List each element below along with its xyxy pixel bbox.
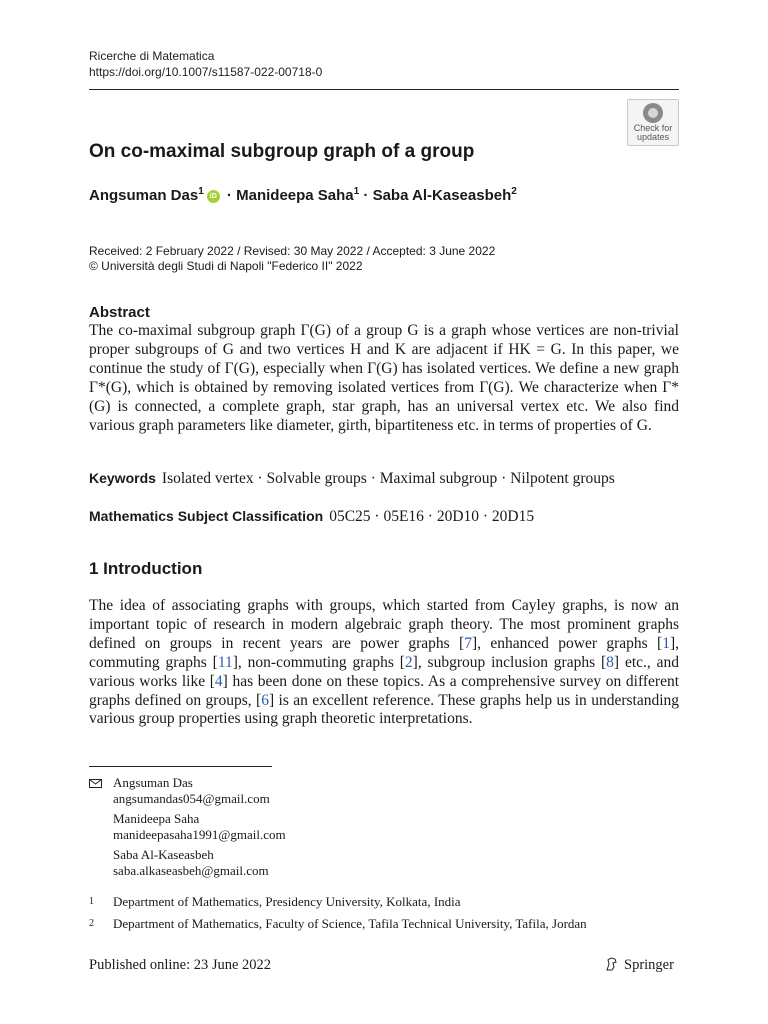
crossmark-label: Check for updates [633, 123, 673, 142]
footnote-rule [89, 766, 272, 767]
author-list [89, 186, 517, 204]
abstract-heading: Abstract [89, 304, 150, 321]
copyright: © Università degli Studi di Napoli "Federico II" 2022 [89, 259, 363, 273]
author-contacts [89, 775, 286, 883]
keywords-label: Keywords [89, 470, 156, 486]
introduction-body [89, 597, 679, 729]
author-affil-sup: 1 [198, 186, 204, 197]
springer-horse-icon [604, 956, 620, 972]
section-heading: 1 Introduction [89, 559, 203, 578]
author-name[interactable]: Angsuman Das [89, 187, 199, 204]
citation-link[interactable]: 11 [217, 653, 233, 671]
envelope-icon [89, 779, 102, 788]
contact-email[interactable]: saba.alkaseasbeh@gmail.com [113, 863, 269, 878]
msc-value: 05C25 · 05E16 · 20D10 · 20D15 [329, 508, 535, 525]
contact-name: Angsuman Das [113, 775, 193, 790]
author-name[interactable]: Manideepa Saha [236, 187, 354, 204]
contact-name: Manideepa Saha [113, 811, 200, 826]
abstract-body [89, 322, 679, 435]
journal-doi[interactable]: https://doi.org/10.1007/s11587-022-00718-0 [89, 65, 323, 79]
affiliation [89, 894, 461, 910]
contact-email[interactable]: angsumandas054@gmail.com [113, 791, 270, 806]
keywords-value: Isolated vertex · Solvable groups · Maximal subgroup · Nilpotent groups [161, 470, 615, 487]
citation-link[interactable]: 1 [662, 634, 670, 652]
author-affil-sup: 2 [511, 186, 517, 197]
intro-paragraph: The idea of associating graphs with groups, which started from Cayley graphs, is now an important topic of research in modern algebraic graph theory. The most prominent graphs defined on groups in recent years are power graphs [7], enhanced power graphs [1], commuting graphs [11], non-commuting graphs [2], subgroup inclusion graphs [8] etc., and various works like [4] has been done on these topics. As a comprehensive survey on different graphs defined on groups, [6] is an excellent reference. These graphs help us in understanding various group properties using graph theoretic interpretations. [89, 597, 680, 728]
citation-link[interactable]: 6 [261, 691, 269, 709]
author-separator: · [222, 187, 237, 204]
contact-entry [89, 811, 286, 843]
affiliation [89, 916, 587, 932]
contact-email[interactable]: manideepasaha1991@gmail.com [113, 827, 286, 842]
journal-header [89, 48, 322, 80]
journal-name: Ricerche di Matematica [89, 49, 215, 63]
header-rule [89, 89, 679, 90]
citation-link[interactable]: 2 [404, 653, 413, 671]
contact-entry [89, 775, 286, 807]
check-for-updates-badge[interactable] [627, 99, 679, 146]
publisher-name: Springer [624, 957, 674, 973]
publisher-logo[interactable] [604, 956, 674, 974]
msc-label: Mathematics Subject Classification [89, 508, 324, 524]
affiliation-text: Department of Mathematics, Presidency University, Kolkata, India [113, 894, 461, 909]
author-name[interactable]: Saba Al-Kaseasbeh [372, 187, 512, 204]
affiliation-text: Department of Mathematics, Faculty of Science, Tafila Technical University, Tafila, Jordan [113, 916, 587, 931]
orcid-icon[interactable]: iD [207, 190, 220, 203]
crossmark-icon [643, 103, 663, 123]
citation-link[interactable]: 4 [214, 672, 223, 690]
contact-name: Saba Al-Kaseasbeh [113, 847, 214, 862]
article-title: On co-maximal subgroup graph of a group [89, 141, 475, 162]
affiliation-number: 2 [89, 918, 94, 929]
article-dates [89, 244, 495, 274]
author-affil-sup: 1 [353, 186, 360, 197]
author-separator: · [359, 187, 373, 204]
subject-classification [89, 508, 534, 526]
contact-entry [89, 847, 286, 879]
citation-link[interactable]: 8 [606, 653, 614, 671]
citation-link[interactable]: 7 [464, 634, 472, 652]
published-date: Published online: 23 June 2022 [89, 957, 272, 973]
affiliation-number: 1 [89, 896, 94, 907]
abstract-text: The co-maximal subgroup graph Γ(G) of a group G is a graph whose vertices are non-trivial proper subgroups of G and two vertices H and K are adjacent if HK = G. In this paper, we continue the study of Γ(G), especially when Γ(G) has isolated vertices. We define a new graph Γ*(G), which is obtained by removing isolated vertices from Γ(G). We characterize when Γ*(G) is connected, a complete graph, star graph, has an universal vertex etc. We also find various graph parameters like diameter, girth, bipartiteness etc. in terms of properties of G. [89, 322, 679, 434]
keywords [89, 470, 615, 488]
history-dates: Received: 2 February 2022 / Revised: 30 May 2022 / Accepted: 3 June 2022 [89, 244, 496, 258]
